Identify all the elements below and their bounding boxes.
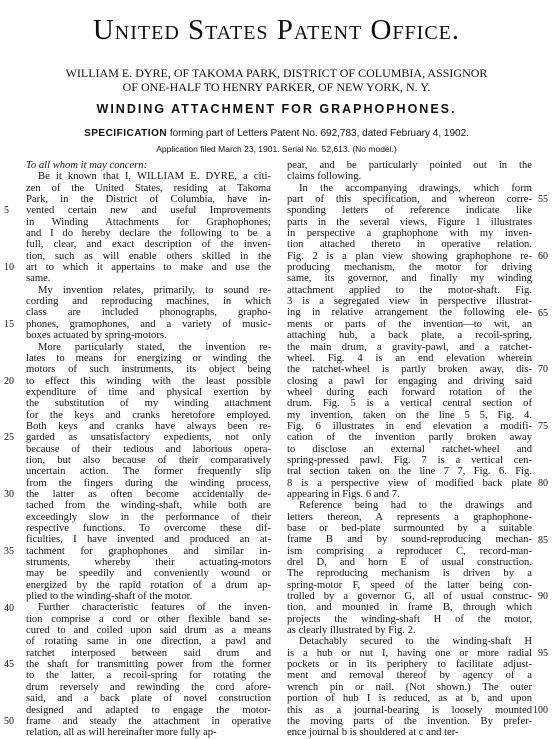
line-number: 40 <box>4 602 14 614</box>
text-line: to effect this winding with the least possible <box>26 375 271 387</box>
text-line: same. <box>26 273 51 285</box>
specification-label: SPECIFICATION <box>84 128 168 139</box>
text-line: of rotating same in one direction, a pawl and <box>26 636 271 648</box>
text-line: wrench pin or nail. (Not shown.) The outer <box>287 681 532 693</box>
text-line: base or bed-plate surmounted by a suitable <box>287 523 532 534</box>
text-line: tion, and mounted in frame B, through which <box>287 602 532 614</box>
text-line: To all whom it may concern: <box>26 160 148 171</box>
text-line: this as a journal-bearing is loosely mounted <box>287 704 532 716</box>
text-line: spring-motor F, speed of the latter being con- <box>287 579 532 591</box>
application-filed-line: Application filed March 23, 1901. Serial No. 52,613. (No model.) <box>156 144 397 154</box>
text-line: from the fingers during the winding process, <box>26 477 271 489</box>
text-line: pockets or in its periphery to facilitate adjust- <box>287 659 532 671</box>
line-number: 10 <box>4 262 14 274</box>
text-line: parts in the several views, Figure 1 illustrates <box>287 216 532 228</box>
text-line: sponding letters of reference indicate like <box>287 205 532 217</box>
specification-text: forming part of Letters Patent No. 692,783, dated February 4, 1902. <box>169 128 469 139</box>
line-number: 65 <box>538 307 548 319</box>
text-line: ratchet interposed between said drum and <box>26 647 271 659</box>
text-line: to disclose an external ratchet-wheel and <box>287 443 532 455</box>
text-line: pear, and be particularly pointed out in the <box>287 160 532 171</box>
office-title: United States Patent Office. <box>92 14 461 46</box>
line-number: 80 <box>538 477 548 489</box>
text-line: Reference being had to the drawings and <box>299 500 532 512</box>
text-line: vented certain new and useful Improvements <box>26 205 271 217</box>
text-line: 8 is a perspective view of modified back plate <box>287 477 532 489</box>
text-line: tion comprise a cord or other flexible band se- <box>26 613 271 625</box>
right-text-column <box>287 160 532 739</box>
text-line: cured to and coiled upon said drum as a means <box>26 625 271 637</box>
text-line: ments or parts of the invention—to wit, an <box>287 318 532 330</box>
inventor-block <box>0 66 553 94</box>
text-line: 3 is a segregated view in perspective illustrat- <box>287 296 532 308</box>
text-line: is a hub or nut I, having one or more radial <box>287 647 532 659</box>
text-line: tion attached thereto in operative relation. <box>287 239 532 251</box>
text-line: projects the winding-shaft H of the motor, <box>287 613 532 625</box>
text-line: relation, all as will hereinafter more fully ap- <box>26 727 217 739</box>
text-line: the latter as often become accidentally de- <box>26 488 271 500</box>
text-line: In the accompanying drawings, which form <box>299 182 532 194</box>
text-line: as clearly illustrated by Fig. 2. <box>287 625 416 637</box>
text-line: closing a pawl for engaging and driving said <box>287 375 532 387</box>
text-line: the shaft for transmitting power from the former <box>26 659 271 671</box>
text-line: Park, in the District of Columbia, have in- <box>26 194 271 206</box>
text-line: energized by the rapid rotation of a drum ap- <box>26 579 271 591</box>
text-line: full, clear, and exact description of the inven- <box>26 239 271 251</box>
line-number: 95 <box>538 648 548 660</box>
text-line: ment and removal thereof by agency of a <box>287 670 532 682</box>
text-line: The reproducing mechanism is driven by a <box>287 568 532 580</box>
text-line: for the keys and cranks heretofore employed. <box>26 409 271 421</box>
line-number: 60 <box>538 250 548 262</box>
text-line: lates to means for energizing or winding the <box>26 352 271 364</box>
text-line: My invention relates, primarily, to sound re- <box>38 284 271 296</box>
text-line: attaching hub, a back plate, a recoil-spring, <box>287 330 532 342</box>
text-line: tachment for graphophones and similar in- <box>26 545 271 557</box>
text-line: claims following. <box>287 171 362 183</box>
line-number: 45 <box>4 659 14 671</box>
text-line: Be it known that I, WILLIAM E. DYRE, a citi- <box>38 171 271 183</box>
text-line: spring-pressed pawl. Fig. 7 is a vertical cen- <box>287 454 532 466</box>
text-line: may be speedily and conveniently wound or <box>26 568 271 580</box>
inventor-line-1: WILLIAM E. DYRE, OF TAKOMA PARK, DISTRICT OF COLUMBIA, ASSIGNOR <box>65 66 488 80</box>
line-number: 15 <box>4 318 14 330</box>
text-line: respective functions. To overcome these dif- <box>26 523 271 534</box>
invention-title: WINDING ATTACHMENT FOR GRAPHOPHONES. <box>96 102 457 116</box>
text-line: trolled by a governor G, all of usual construc- <box>287 591 532 603</box>
text-line: appearing in Figs. 6 and 7. <box>287 488 400 500</box>
line-number: 5 <box>4 205 9 217</box>
text-line: part of this specification, and whereon corre- <box>287 194 532 206</box>
text-line: portion of hub I is reduced, as at b, and upon <box>287 693 532 705</box>
line-number: 30 <box>4 489 14 501</box>
text-line: zen of the United States, residing at Takoma <box>26 182 271 194</box>
line-number: 85 <box>538 534 548 546</box>
line-number: 50 <box>4 716 14 728</box>
text-line: cording and reproducing machines, in which <box>26 296 271 308</box>
text-line: exceedingly slow in the performance of their <box>26 511 271 523</box>
text-line: expenditure of time and physical exertion by <box>26 386 271 398</box>
text-line: ing in relative arrangement the following ele- <box>287 307 532 319</box>
text-line: Both keys and cranks have always been re- <box>26 420 271 432</box>
text-line: Further characteristic features of the inven- <box>38 602 271 614</box>
text-line: letters thereon, A represents a graphophone- <box>287 511 532 523</box>
left-text-column <box>26 160 271 739</box>
line-number: 100 <box>533 704 548 716</box>
text-line: frame and steady the attachment in operative <box>26 715 271 727</box>
text-line: same, its governor, and finally my winding <box>287 273 532 285</box>
text-line: garded as unsatisfactory expedients, not only <box>26 432 271 444</box>
text-line: producing mechanism, the motor for driving <box>287 262 532 274</box>
text-line: the ratchet-wheel is partly broken away, dis- <box>287 364 532 376</box>
line-number: 25 <box>4 432 14 444</box>
text-line: art to which it appertains to make and use the <box>26 262 271 274</box>
text-line: ism comprising a reproducer C, record-man- <box>287 545 532 557</box>
specification-line <box>0 128 553 139</box>
line-number: 70 <box>538 364 548 376</box>
text-line: the substitution of my winding attachment <box>26 398 271 410</box>
text-line: and I do hereby declare the following to be a <box>26 228 271 240</box>
text-line: Fig. 2 is a plan view showing graphophone re- <box>287 250 532 262</box>
text-line: Fig. 6 illustrates in end elevation a modifi- <box>287 420 532 432</box>
text-line: in Winding Attachments for Graphophones; <box>26 216 271 228</box>
text-line: my invention, taken on the line 5 5, Fig. 4. <box>287 409 532 421</box>
text-line: because of their tedious and laborious opera- <box>26 443 271 455</box>
text-line: tion, but also because of their comparatively <box>26 454 271 466</box>
text-line: drum reversely and rewinding the cord afore- <box>26 681 271 693</box>
line-number: 55 <box>538 194 548 206</box>
text-line: the moving parts of the invention. By prefer- <box>287 715 532 727</box>
text-line: tached from the winding-shaft, while both are <box>26 500 271 512</box>
inventor-line-2: OF ONE-HALF TO HENRY PARKER, OF NEW YORK, N. Y. <box>122 80 431 94</box>
line-number: 35 <box>4 545 14 557</box>
text-line: the main drum, a gravity-pawl, and a ratchet- <box>287 341 532 353</box>
text-line: to the latter, a recoil-spring for rotating the <box>26 670 271 682</box>
text-line: in perspective a graphophone with my inven- <box>287 228 532 240</box>
text-line: uncertain action. The former frequently slip <box>26 466 271 478</box>
text-line: phones, gramophones, and a variety of music- <box>26 318 271 330</box>
text-line: More particularly stated, the invention re- <box>38 341 271 353</box>
text-line: ence journal b is shouldered at c and ter- <box>287 727 459 739</box>
line-number: 90 <box>538 591 548 603</box>
text-line: struments, whereby their actuating-motors <box>26 557 271 569</box>
text-line: motors of such instruments, its object being <box>26 364 271 376</box>
text-line: attachment applied to the motor-shaft. Fig. <box>287 284 532 296</box>
text-line: Detachably secured to the winding-shaft H <box>299 636 532 648</box>
text-line: frame B and by sound-reproducing mechan- <box>287 534 532 546</box>
text-line: tion, such as will enable others skilled in the <box>26 250 271 262</box>
line-number: 20 <box>4 375 14 387</box>
text-line: boxes actuated by spring-motors. <box>26 330 167 342</box>
text-line: plied to the winding-shaft of the motor. <box>26 591 193 603</box>
text-line: drum. Fig. 5 is a vertical central section of <box>287 398 532 410</box>
text-line: drel D, and horn E of usual construction. <box>287 557 532 569</box>
line-number: 75 <box>538 421 548 433</box>
text-line: class are included phonographs, grapho- <box>26 307 271 319</box>
text-line: said, and a back plate of novel construction <box>26 693 271 705</box>
text-line: designed and adapted to engage the motor- <box>26 704 271 716</box>
text-line: tral section taken on the line 7 7, Fig. 6. Fig. <box>287 466 532 478</box>
text-line: wheel. Fig. 4 is an end elevation wherein <box>287 352 532 364</box>
text-line: ficulties, I have invented and produced an at- <box>26 534 271 546</box>
text-line: wheel during each forward rotation of the <box>287 386 532 398</box>
text-line: cation of the invention partly broken away <box>287 432 532 444</box>
